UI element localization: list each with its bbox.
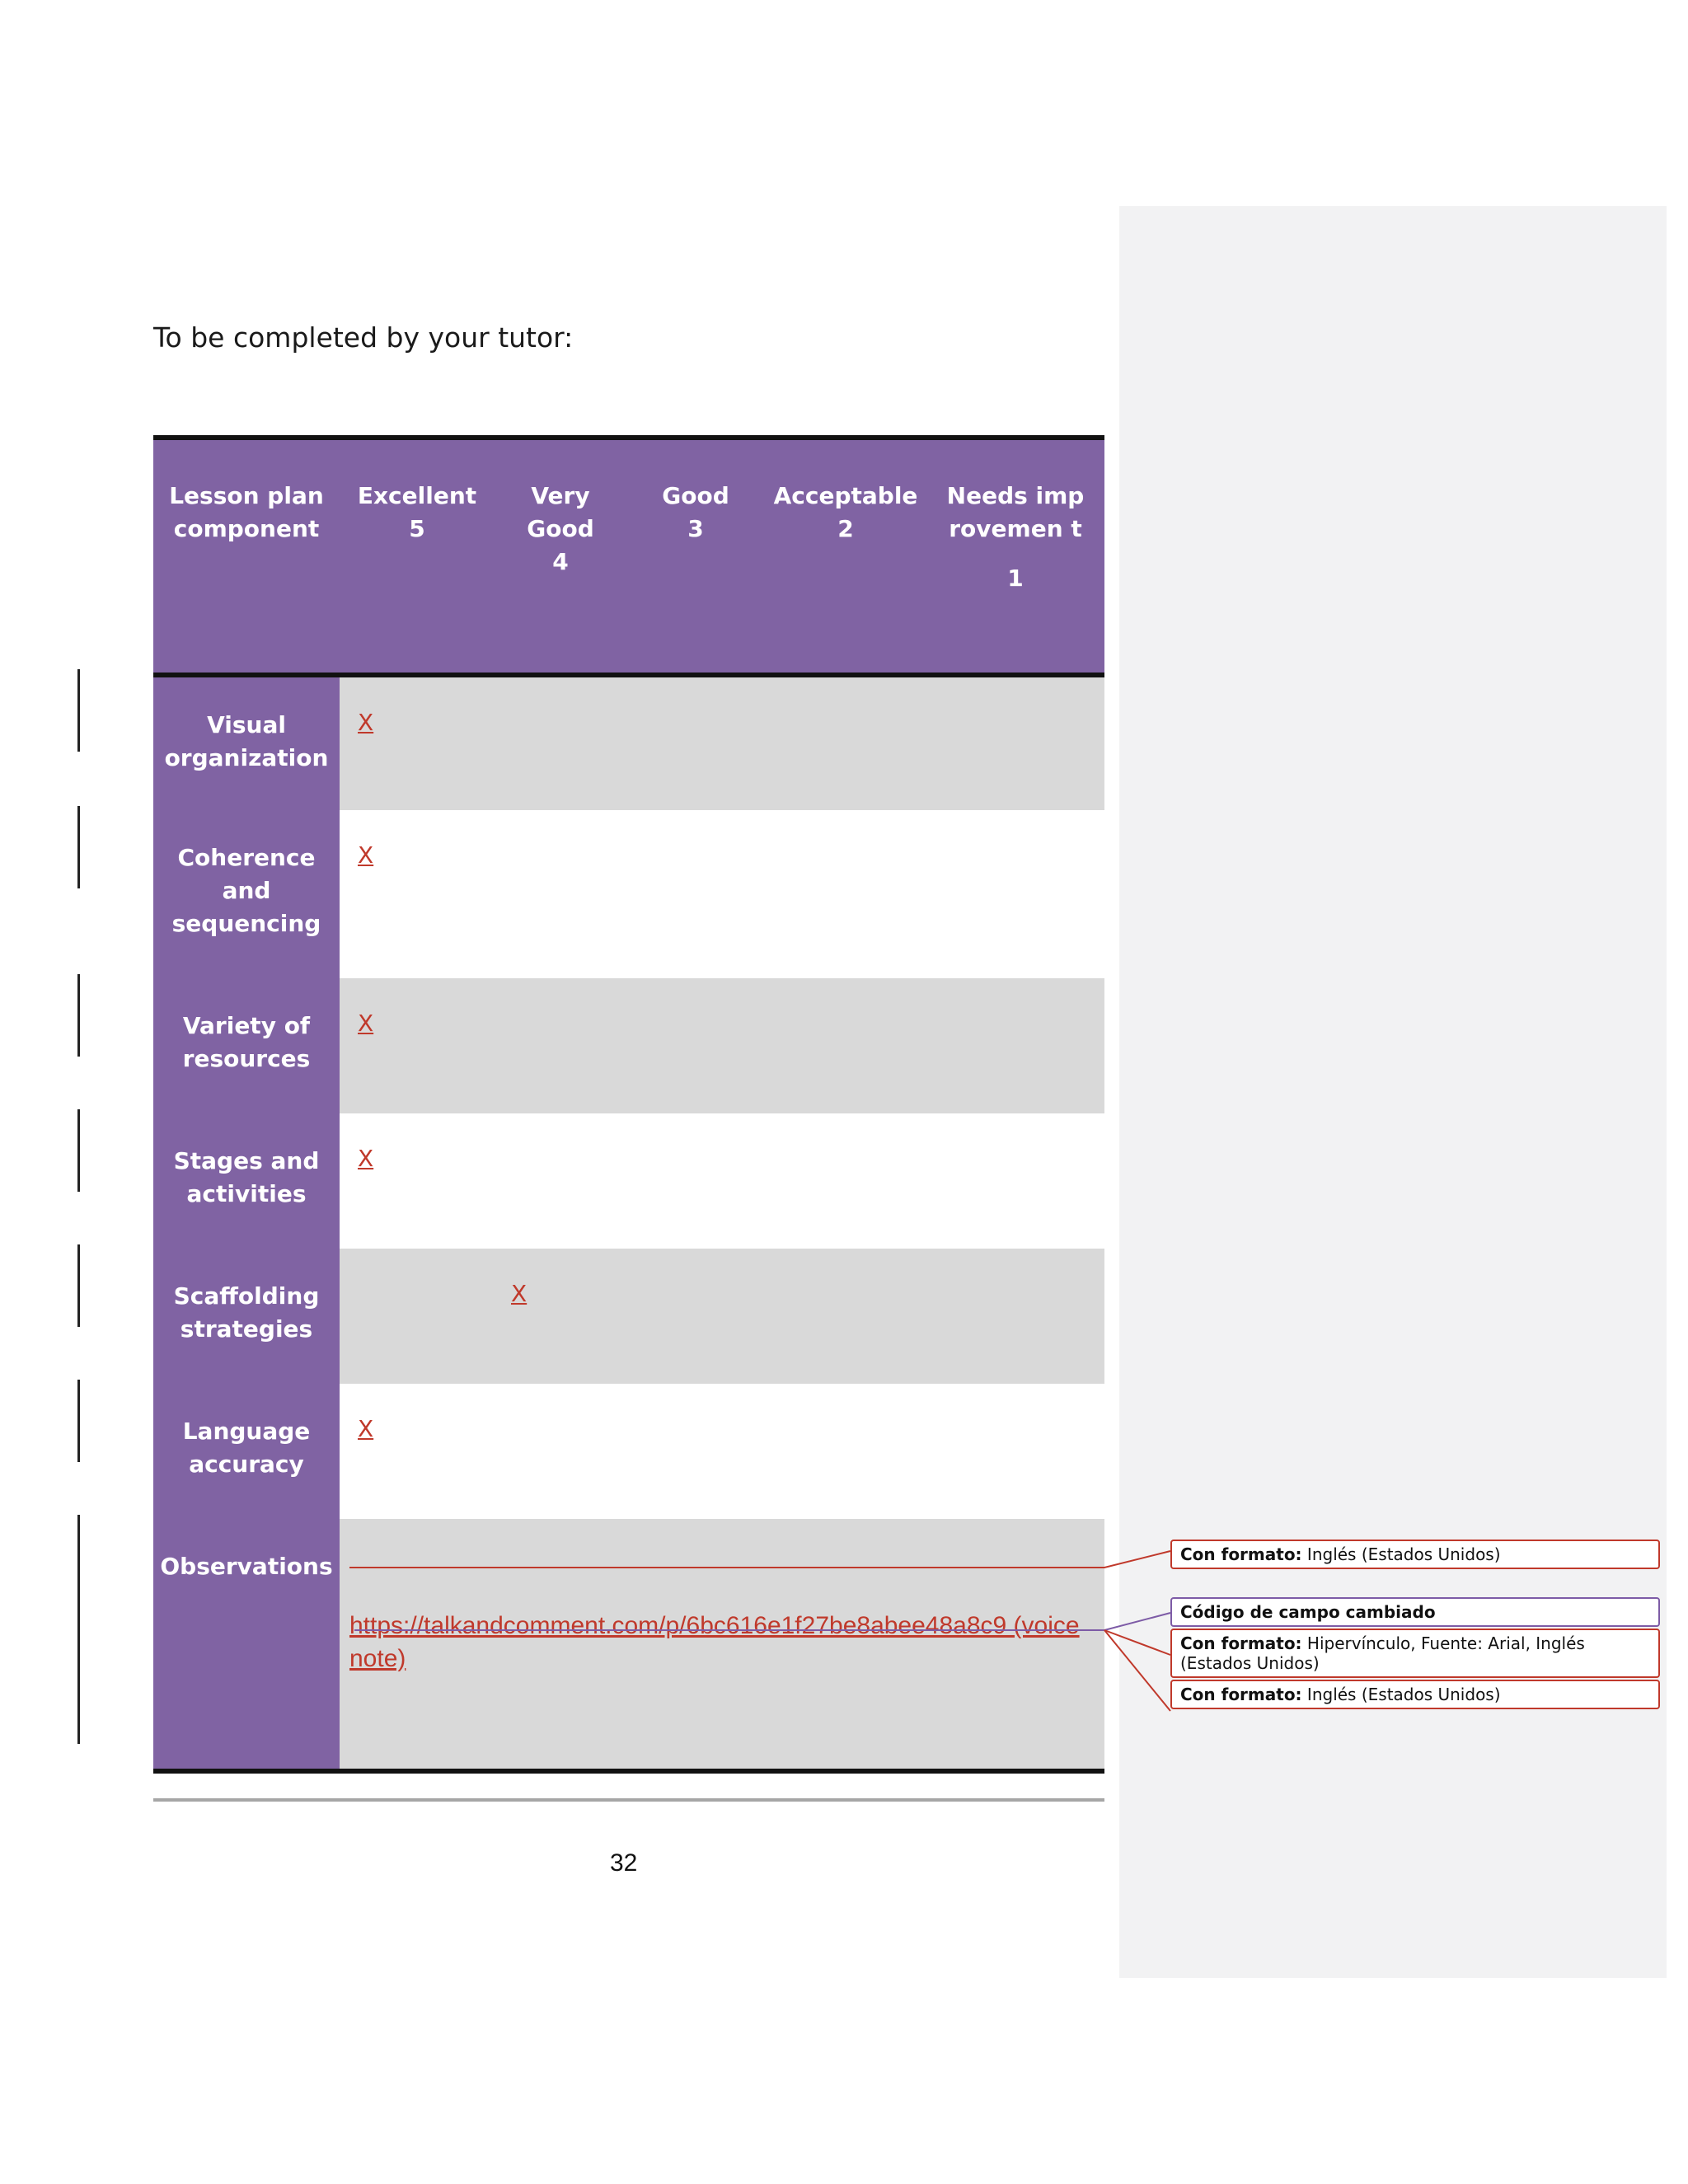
rating-mark: X — [358, 1145, 374, 1172]
score-2: 2 — [837, 515, 854, 542]
rating-mark: X — [358, 1415, 374, 1442]
header-very-good: Very Good 4 — [495, 438, 626, 675]
row-label-language-accuracy: Language accuracy — [153, 1384, 340, 1519]
rating-mark: X — [358, 1010, 374, 1037]
header-good: Good 3 — [626, 438, 765, 675]
row-label-visual-organization: Visual organization — [153, 675, 340, 810]
row-label-scaffolding-strategies: Scaffolding strategies — [153, 1249, 340, 1384]
rating-mark: X — [358, 841, 374, 869]
row-label-observations: Observations — [153, 1519, 340, 1771]
score-3: 3 — [687, 515, 704, 542]
voice-note-link[interactable]: https://talkandcomment.com/p/6bc616e1f27be8abee48a8c9 (voice note) — [349, 1612, 1080, 1672]
score-4: 4 — [552, 548, 569, 575]
comment-balloon-format-2[interactable]: Con formato: Inglés (Estados Unidos) — [1170, 1680, 1660, 1709]
score-1: 1 — [1007, 565, 1024, 592]
intro-text: To be completed by your tutor: — [153, 321, 574, 354]
connector-line — [354, 1613, 1170, 1630]
comment-balloon-format[interactable]: Con formato: Inglés (Estados Unidos) — [1170, 1540, 1660, 1569]
row-label-variety-of-resources: Variety of resources — [153, 978, 340, 1113]
connector-line — [349, 1551, 1170, 1568]
row-label-coherence: Coherence and sequencing — [153, 810, 340, 978]
header-needs-improvement: Needs improvemen t 1 — [926, 438, 1104, 675]
comment-balloon-field-code[interactable]: Código de campo cambiado — [1170, 1597, 1660, 1627]
comment-balloon-hyperlink-format[interactable]: Con formato: Hipervínculo, Fuente: Arial, Inglés (Estados Unidos) — [1170, 1629, 1660, 1678]
page-number: 32 — [610, 1849, 638, 1877]
row-label-stages-and-activities: Stages and activities — [153, 1113, 340, 1249]
header-acceptable: Acceptable 2 — [765, 438, 926, 675]
header-lesson-plan-component: Lesson plan component — [153, 438, 340, 675]
header-excellent: Excellent 5 — [340, 438, 495, 675]
rating-mark: X — [511, 1280, 528, 1307]
score-5: 5 — [409, 515, 425, 542]
rating-mark: X — [358, 709, 374, 736]
